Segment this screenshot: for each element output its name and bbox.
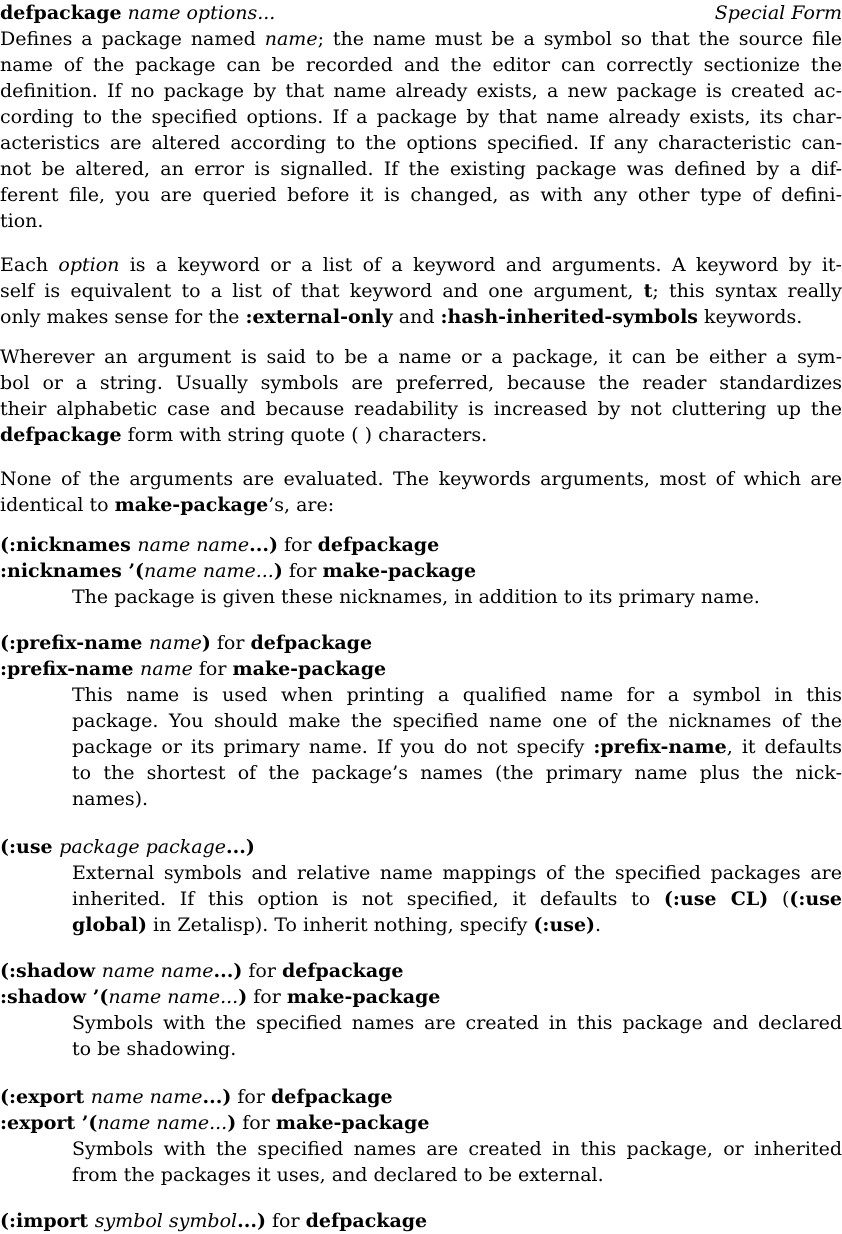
text-run: Symbols with the specified names are created in this package and declared (72, 1012, 842, 1034)
bold-term: (:shadow (0, 960, 102, 982)
text-run: None of the arguments are evaluated. The keywords arguments, most of which are (0, 468, 842, 490)
text-line (0, 492, 842, 518)
text-line (0, 1110, 842, 1136)
text-run: to the shortest of the package’s names (the primary name plus the nick- (72, 762, 842, 784)
text-run: for (247, 986, 287, 1008)
text-line (0, 182, 842, 208)
option-use-heading (0, 834, 842, 860)
bold-term: :nicknames ’( (0, 560, 145, 582)
bold-term: ) (227, 1112, 237, 1134)
text-run: ; the name must be a symbol so that the source file (317, 28, 842, 50)
italic-term: name name (90, 1086, 203, 1108)
text-run: keywords. (697, 306, 803, 328)
text-run: , it defaults (726, 736, 842, 758)
text-run: for (265, 1210, 306, 1232)
text-line (0, 558, 842, 584)
bold-term: :prefix-name (0, 658, 141, 680)
text-line (0, 396, 842, 422)
text-line (0, 278, 842, 304)
italic-term: name name (101, 960, 214, 982)
text-run: identical to (0, 494, 115, 516)
text-line (0, 466, 842, 492)
bold-term: (:nicknames (0, 534, 138, 556)
option-prefix-name-heading (0, 630, 842, 656)
text-run: ’s, are: (268, 494, 335, 516)
text-run: package. You should make the specified name one of the nicknames of the (72, 710, 842, 732)
text-run: Each (0, 254, 59, 276)
bold-term: :external-only (245, 306, 393, 328)
bold-term: :hash-inherited-symbols (440, 306, 698, 328)
bold-term: (:use (0, 836, 60, 858)
text-line (0, 370, 842, 396)
italic-term: option (58, 254, 120, 276)
italic-term: name name... (97, 1112, 228, 1134)
text-run: This name is used when printing a qualified name for a symbol in this (72, 684, 842, 706)
text-line (0, 104, 842, 130)
text-run: ( (768, 888, 790, 910)
bold-term: make-package (232, 658, 387, 680)
italic-term: name name (137, 534, 250, 556)
bold-term: t (643, 280, 653, 302)
text-line (72, 1136, 842, 1162)
text-run: for (231, 1086, 271, 1108)
text-run: package or its primary name. If you do not specify (72, 736, 594, 758)
text-run: Symbols with the specified names are created in this package, or inherited (72, 1138, 842, 1160)
text-run: is a keyword or a list of a keyword and arguments. A keyword by it- (119, 254, 842, 276)
text-run: and (392, 306, 441, 328)
italic-term: name (264, 28, 318, 50)
italic-term: symbol symbol (94, 1210, 238, 1232)
text-line (0, 156, 842, 182)
bold-term: (:use CL) (663, 888, 769, 910)
text-line (0, 208, 842, 234)
text-line (0, 78, 842, 104)
text-line (72, 1010, 842, 1036)
bold-term: defpackage (317, 534, 440, 556)
bold-term: ...) (226, 836, 255, 858)
text-run: Wherever an argument is said to be a name or a package, it can be either a sym- (0, 346, 842, 368)
header-function-name: defpackage (0, 2, 122, 24)
bold-term: ...) (249, 534, 278, 556)
text-line (72, 708, 842, 734)
text-run: Defines a package named (0, 28, 265, 50)
option-export-heading (0, 1084, 842, 1110)
text-line (0, 26, 842, 52)
bold-term: make-package (114, 494, 269, 516)
text-run: names). (72, 788, 149, 810)
bold-term: defpackage (0, 424, 122, 446)
text-run: for (192, 658, 233, 680)
text-run: . (595, 914, 602, 936)
text-line (72, 1036, 842, 1062)
text-line (72, 584, 842, 610)
bold-term: defpackage (281, 960, 404, 982)
italic-term: name (140, 658, 193, 680)
bold-term: defpackage (250, 632, 373, 654)
text-run: for (236, 1112, 276, 1134)
bold-term: defpackage (270, 1086, 393, 1108)
italic-term: package package (59, 836, 227, 858)
bold-term: global) (72, 914, 147, 936)
text-run: for (242, 960, 282, 982)
bold-term: make-package (322, 560, 477, 582)
text-line (72, 734, 842, 760)
bold-term: ) (238, 986, 248, 1008)
bold-term: (:import (0, 1210, 95, 1232)
bold-term: make-package (286, 986, 441, 1008)
text-run: inherited. If this option is not specified, it defaults to (72, 888, 664, 910)
bold-term: ) (273, 560, 283, 582)
bold-term: defpackage (305, 1210, 428, 1232)
bold-term: ...) (213, 960, 243, 982)
header-form-type: Special Form (714, 2, 842, 24)
text-line (0, 984, 842, 1010)
text-run: ferent file, you are queried before it is changed, as with any other type of defini- (0, 184, 842, 206)
text-run: not be altered, an error is signalled. If the existing package was defined by a dif- (0, 158, 842, 180)
header-arguments: name options... (127, 2, 276, 24)
bold-term: ...) (202, 1086, 232, 1108)
text-run: definition. If no package by that name already exists, a new package is created ac- (0, 80, 842, 102)
text-run: External symbols and relative name mappings of the specified packages are (72, 862, 842, 884)
text-run: for (277, 534, 318, 556)
text-line (0, 130, 842, 156)
text-run: from the packages it uses, and declared to be external. (72, 1164, 604, 1186)
text-line (72, 1162, 842, 1188)
text-run: only makes sense for the (0, 306, 246, 328)
text-run: in Zetalisp). To inherit nothing, specify (146, 914, 534, 936)
bold-term: (:export (0, 1086, 91, 1108)
bold-term: :export ’( (0, 1112, 98, 1134)
text-run: their alphabetic case and because readability is increased by not cluttering up the (0, 398, 842, 420)
text-run: for (282, 560, 323, 582)
text-run: acteristics are altered according to the options specified. If any characteristic can- (0, 132, 842, 154)
text-line (72, 760, 842, 786)
text-run: name of the package can be recorded and the editor can correctly sectionize the (0, 54, 842, 76)
text-line (72, 682, 842, 708)
text-run: The package is given these nicknames, in addition to its primary name. (72, 586, 760, 608)
text-run: for (210, 632, 251, 654)
text-run: self is equivalent to a list of that keyword and one argument, (0, 280, 644, 302)
text-line (72, 886, 842, 912)
italic-term: name (149, 632, 202, 654)
definition-header (0, 0, 842, 26)
bold-term: ) (201, 632, 211, 654)
text-line (72, 786, 842, 812)
option-nicknames-heading (0, 532, 842, 558)
option-import-heading (0, 1208, 842, 1234)
bold-term: (:use) (533, 914, 596, 936)
text-line (0, 344, 842, 370)
text-run: to be shadowing. (72, 1038, 237, 1060)
text-line (72, 912, 842, 938)
bold-term: :prefix-name (593, 736, 727, 758)
text-run: tion. (0, 210, 44, 232)
text-line (0, 422, 842, 448)
text-line (0, 656, 842, 682)
text-run: form with string quote ( ) characters. (121, 424, 488, 446)
option-shadow-heading (0, 958, 842, 984)
text-run: ; this syntax really (652, 280, 842, 302)
italic-term: name name... (144, 560, 274, 582)
bold-term: (:prefix-name (0, 632, 150, 654)
text-line (0, 52, 842, 78)
text-line (0, 304, 842, 330)
text-run: cording to the specified options. If a package by that name already exists, its char- (0, 106, 842, 128)
bold-term: ...) (237, 1210, 266, 1232)
italic-term: name name... (108, 986, 239, 1008)
bold-term: make-package (275, 1112, 430, 1134)
bold-term: :shadow ’( (0, 986, 109, 1008)
bold-term: (:use (789, 888, 842, 910)
text-run: bol or a string. Usually symbols are preferred, because the reader standardizes (0, 372, 842, 394)
text-line (72, 860, 842, 886)
text-line (0, 252, 842, 278)
